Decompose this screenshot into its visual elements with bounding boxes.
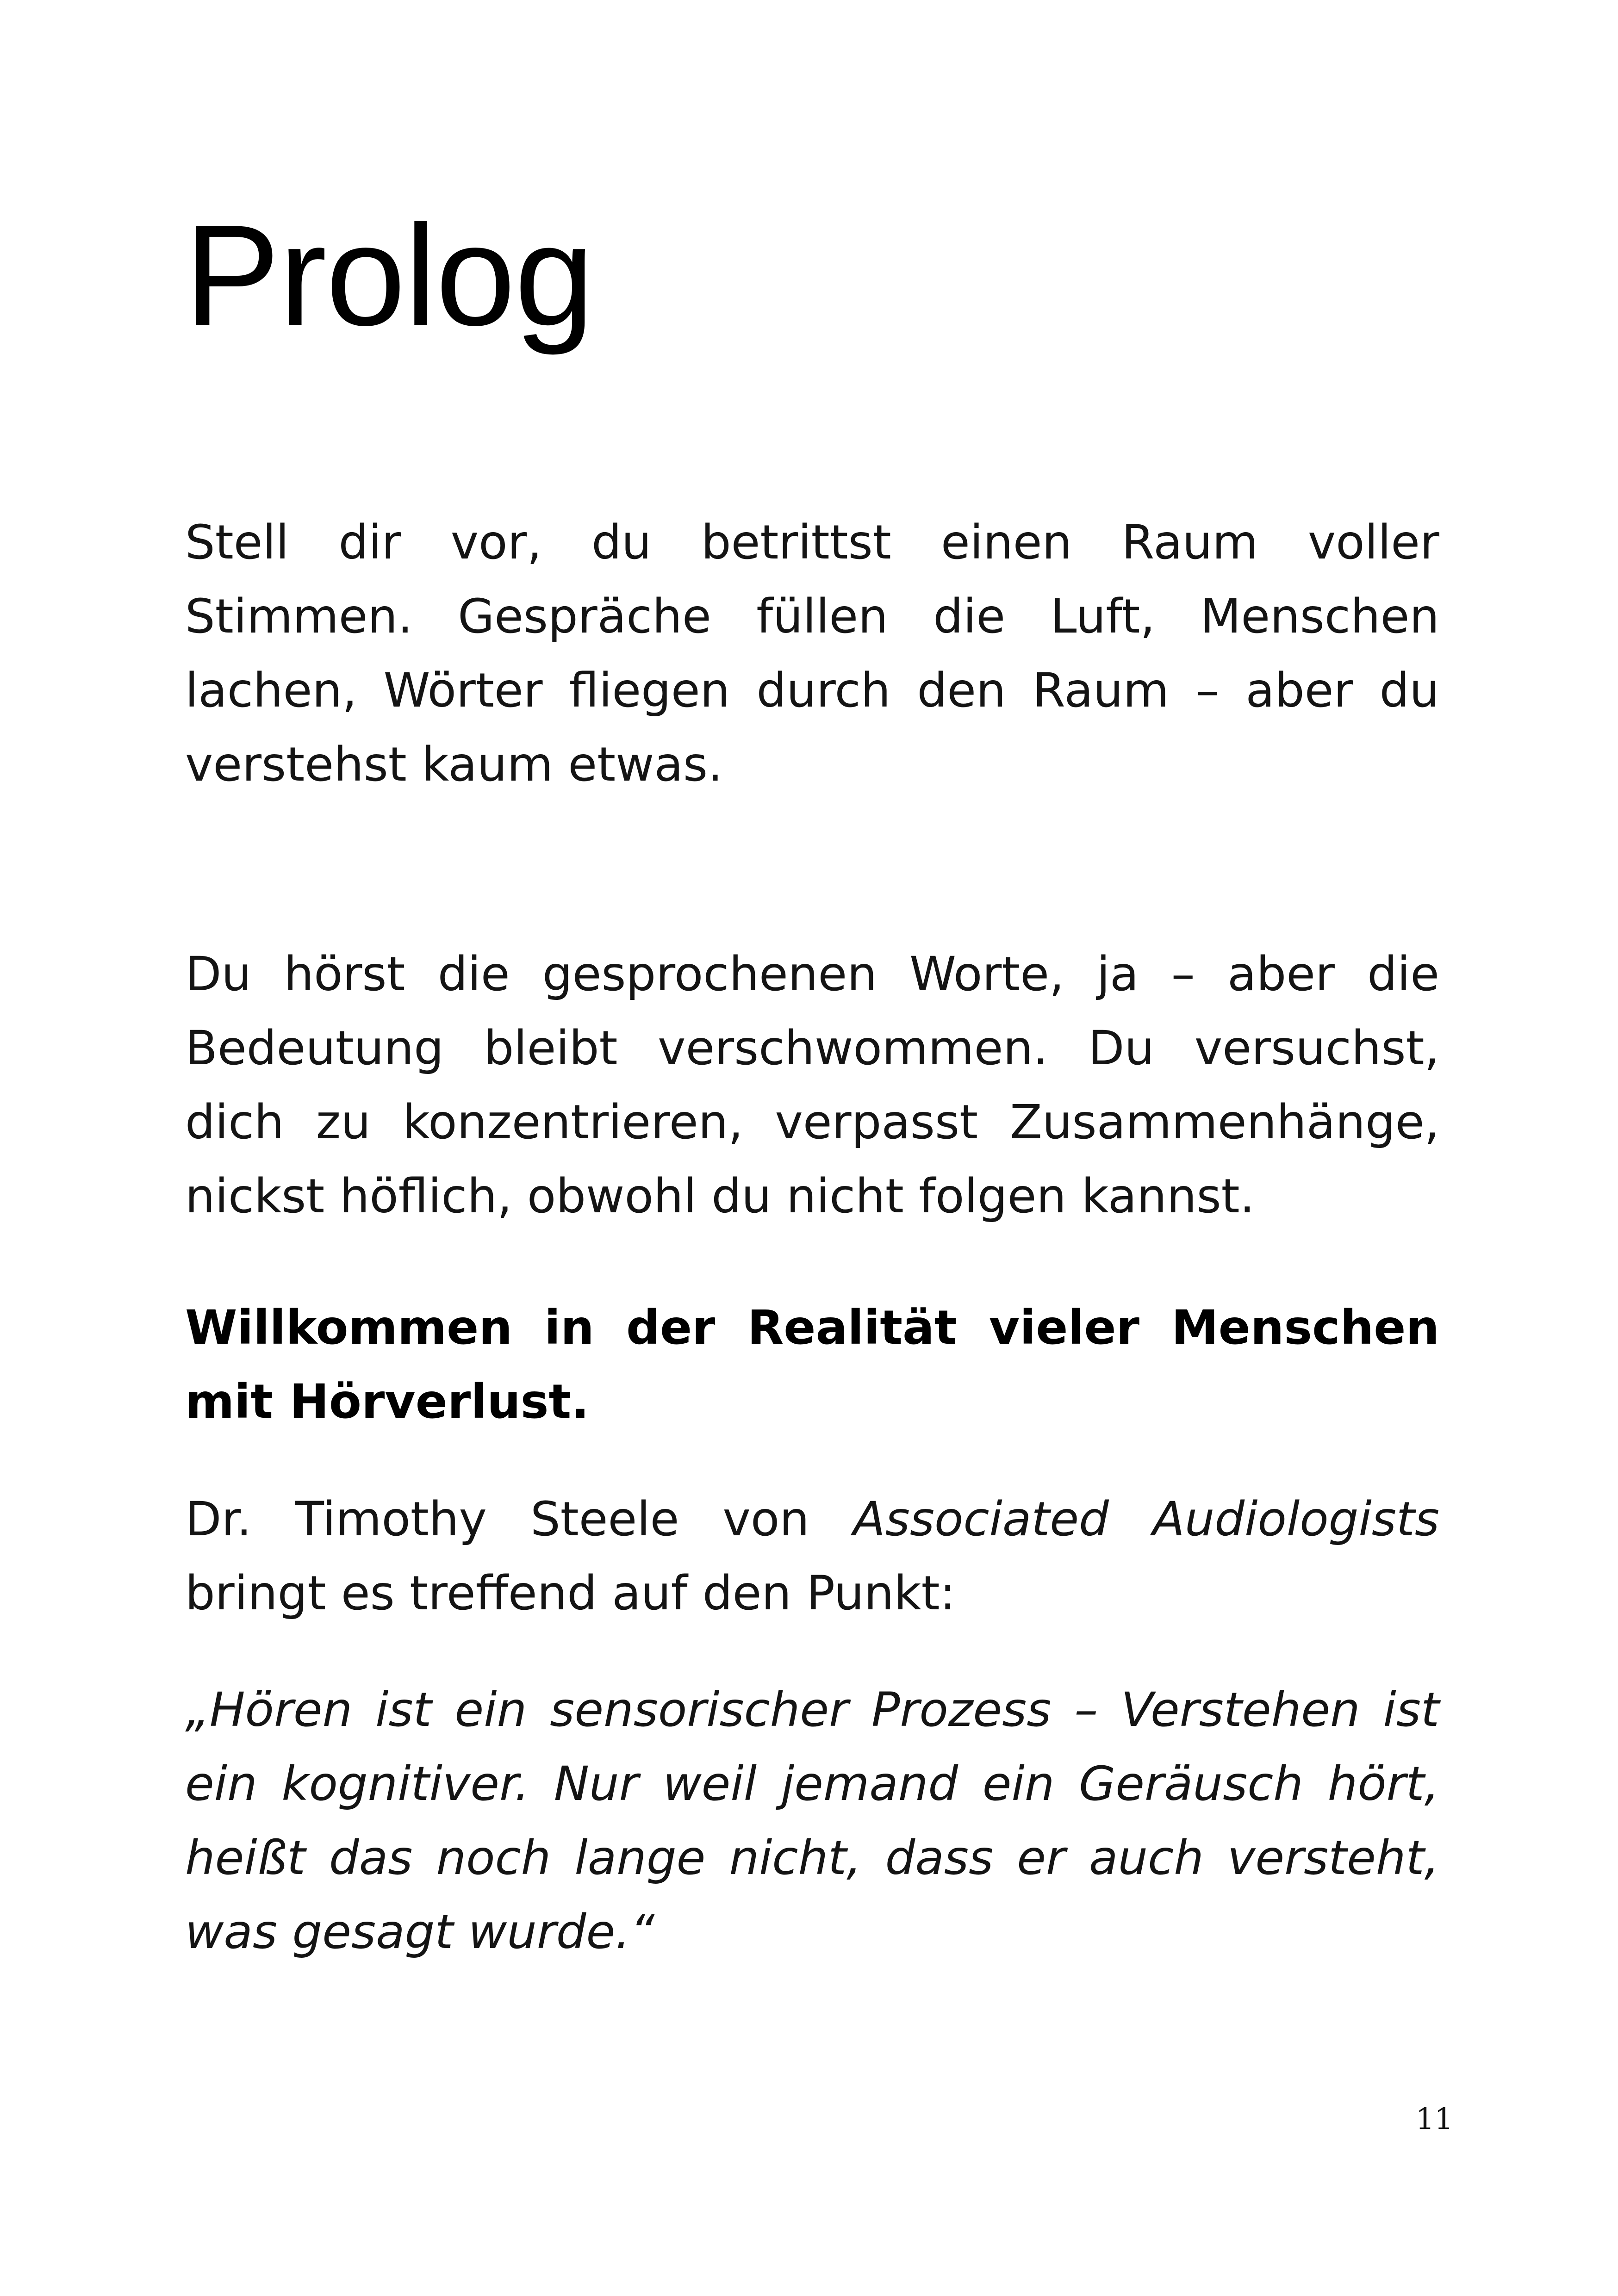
source-intro-text: Dr. Timothy Steele von [185, 1492, 853, 1547]
organization-name: Associated Audiologists [853, 1492, 1439, 1547]
paragraph-meaning: Du hörst die gesprochenen Worte, ja – aber die Bedeutung bleibt verschwommen. Du versuchst, dich zu konzentrieren, verpasst Zusammenhänge, nickst höflich, obwohl du nicht folgen kannst. [185, 947, 1439, 1224]
paragraph-intro: Stell dir vor, du betrittst einen Raum voller Stimmen. Gespräche füllen die Luft, Menschen lachen, Wörter fliegen durch den Raum – aber du verstehst kaum etwas. [185, 515, 1439, 792]
emphasis-statement: Willkommen in der Realität vieler Menschen mit Hörverlust. [185, 1300, 1439, 1429]
quotation: „Hören ist ein sensorischer Prozess – Verstehen ist ein kognitiver. Nur weil jemand ein Geräusch hört, heißt das noch lange nicht, dass er auch versteht, was gesagt wurde.“ [185, 1682, 1439, 1960]
paragraph-source [185, 1483, 1439, 1631]
chapter-title: Prolog [184, 195, 594, 355]
source-ending-text: bringt es treffend auf den Punkt: [185, 1566, 956, 1621]
page-number: 11 [1415, 2102, 1453, 2136]
